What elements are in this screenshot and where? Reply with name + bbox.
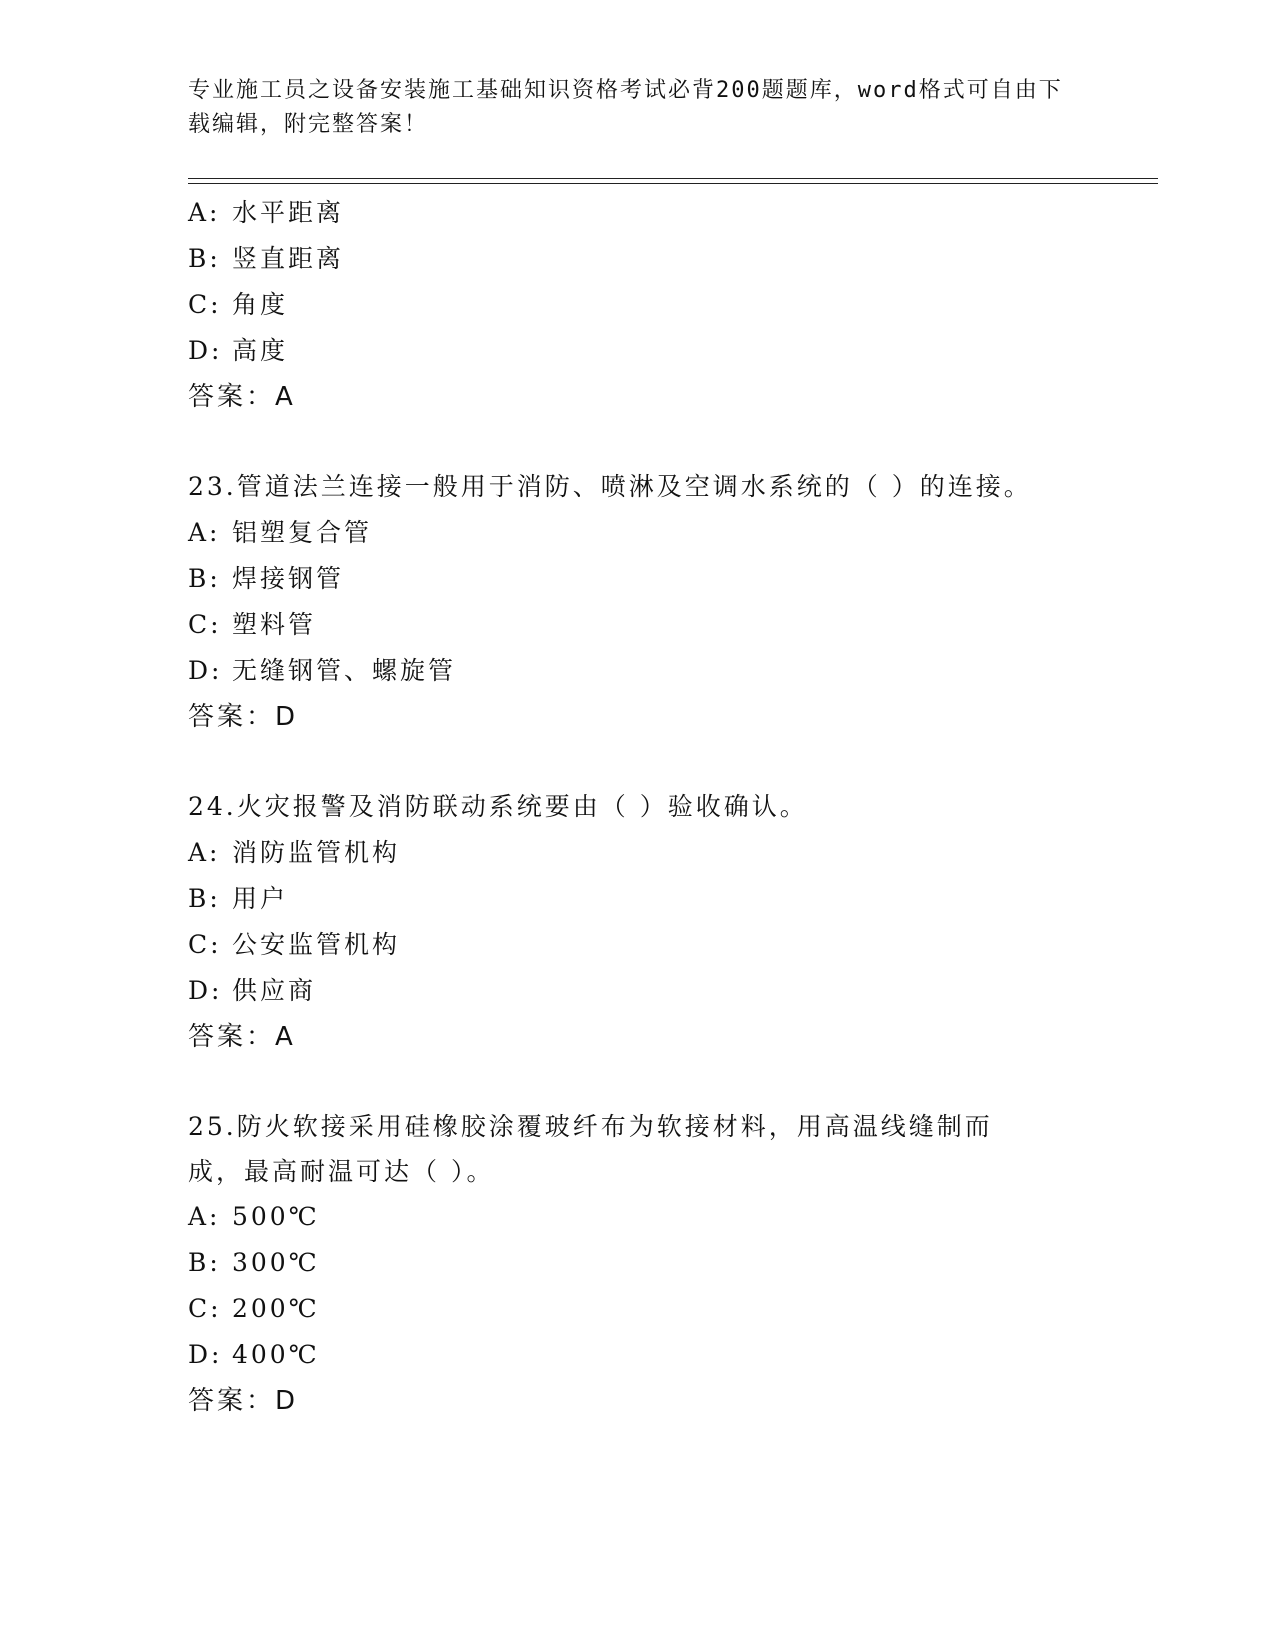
- option-d: D: 400℃: [188, 1340, 320, 1369]
- header-divider-bottom: [188, 183, 1158, 184]
- option-d: D: 供应商: [188, 976, 317, 1005]
- option-a: A: 铝塑复合管: [188, 518, 373, 547]
- option-d: D: 无缝钢管、螺旋管: [188, 656, 457, 685]
- option-b: B: 300℃: [188, 1248, 320, 1277]
- option-d: D: 高度: [188, 336, 289, 365]
- header-divider-top: [188, 178, 1158, 179]
- option-b: B: 竖直距离: [188, 244, 345, 273]
- spacer: [188, 740, 1148, 784]
- option-b: B: 焊接钢管: [188, 564, 345, 593]
- question-block-23: [188, 464, 1148, 740]
- spacer: [188, 420, 1148, 464]
- question-text: 25.防火软接采用硅橡胶涂覆玻纤布为软接材料，用高温线缝制而成，最高耐温可达（ ）。: [188, 1112, 993, 1186]
- answer-text: 答案：A: [188, 1022, 296, 1052]
- answer-text: 答案：A: [188, 382, 296, 412]
- option-c: C: 角度: [188, 290, 289, 319]
- option-c: C: 公安监管机构: [188, 930, 401, 959]
- question-block-22: [188, 190, 1148, 420]
- option-a: A: 水平距离: [188, 198, 345, 227]
- option-b: B: 用户: [188, 884, 289, 913]
- question-block-25: [188, 1104, 1148, 1424]
- option-a: A: 消防监管机构: [188, 838, 401, 867]
- answer-text: 答案：D: [188, 1386, 299, 1416]
- question-text: 24.火灾报警及消防联动系统要由（ ）验收确认。: [188, 792, 808, 821]
- option-c: C: 200℃: [188, 1294, 320, 1323]
- spacer: [188, 1060, 1148, 1104]
- document-title: 专业施工员之设备安装施工基础知识资格考试必背200题题库，word格式可自由下载编辑，附完整答案！: [188, 78, 1063, 137]
- option-c: C: 塑料管: [188, 610, 317, 639]
- question-text: 23.管道法兰连接一般用于消防、喷淋及空调水系统的（ ）的连接。: [188, 472, 1032, 501]
- question-block-24: [188, 784, 1148, 1060]
- question-list: [188, 190, 1148, 1424]
- answer-text: 答案：D: [188, 702, 299, 732]
- option-a: A: 500℃: [188, 1202, 320, 1231]
